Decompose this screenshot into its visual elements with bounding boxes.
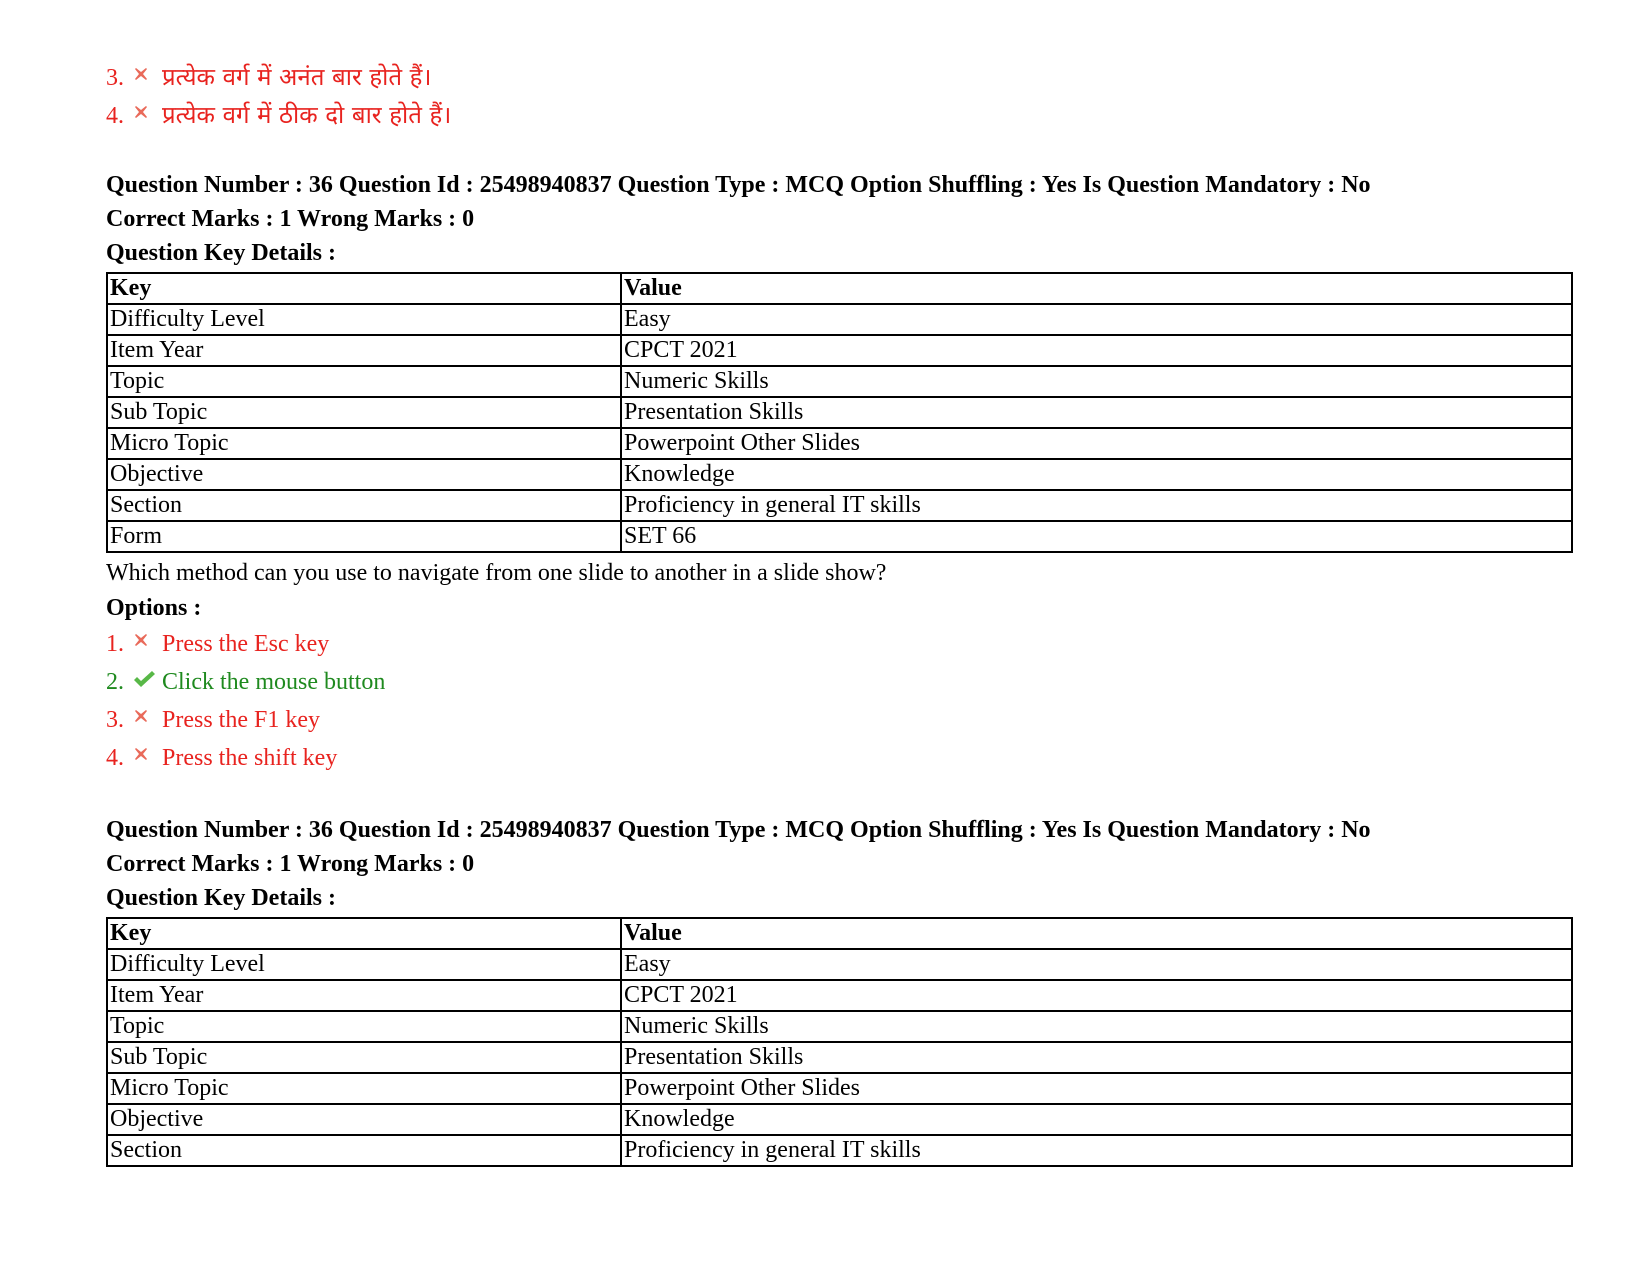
question-block xyxy=(106,813,1576,1179)
table-row xyxy=(107,459,1572,490)
table-cell-key: Item Year xyxy=(107,335,621,366)
table-cell-value: Proficiency in general IT skills xyxy=(621,490,1572,521)
marks-line: Correct Marks : 1 Wrong Marks : 0 xyxy=(106,851,475,877)
table-cell-value: SET 66 xyxy=(621,521,1572,552)
table-row xyxy=(107,1135,1572,1166)
options-label: Options : xyxy=(106,595,202,621)
option-number: 1. xyxy=(106,631,124,657)
previous-question-options xyxy=(106,58,1576,134)
options-list xyxy=(106,625,1576,777)
option-text: Press the shift key xyxy=(162,745,338,771)
table-row xyxy=(107,335,1572,366)
table-cell-key: Topic xyxy=(107,366,621,397)
table-cell-key: Difficulty Level xyxy=(107,949,621,980)
table-row xyxy=(107,428,1572,459)
option-item xyxy=(106,701,1576,739)
option-text: Click the mouse button xyxy=(162,669,386,695)
table-cell-key: Micro Topic xyxy=(107,1073,621,1104)
table-cell-key: Form xyxy=(107,521,621,552)
table-cell-key: Item Year xyxy=(107,980,621,1011)
option-text: Press the Esc key xyxy=(162,631,330,657)
question-meta-line: Question Number : 36 Question Id : 25498940837 Question Type : MCQ Option Shuffling : Yes Is Question Mandatory : No xyxy=(106,817,1371,843)
option-number: 4. xyxy=(106,745,124,771)
table-cell-key: Objective xyxy=(107,459,621,490)
table-header-value: Value xyxy=(621,918,1572,949)
question-text: Which method can you use to navigate from one slide to another in a slide show? xyxy=(106,560,887,586)
question-key-table xyxy=(106,917,1573,1167)
table-row xyxy=(107,366,1572,397)
table-row xyxy=(107,949,1572,980)
option-text: Press the F1 key xyxy=(162,707,320,733)
option-item xyxy=(106,625,1576,663)
option-item-correct xyxy=(106,663,1576,701)
table-cell-key: Micro Topic xyxy=(107,428,621,459)
table-cell-value: Proficiency in general IT skills xyxy=(621,1135,1572,1166)
table-header-key: Key xyxy=(107,273,621,304)
option-number: 3. xyxy=(106,707,124,733)
table-header-row xyxy=(107,273,1572,304)
table-row xyxy=(107,1073,1572,1104)
table-cell-value: Presentation Skills xyxy=(621,397,1572,428)
table-cell-key: Objective xyxy=(107,1104,621,1135)
table-clip xyxy=(106,915,1576,1179)
table-cell-key: Section xyxy=(107,490,621,521)
option-item xyxy=(106,739,1576,777)
table-cell-value: Knowledge xyxy=(621,459,1572,490)
table-cell-value: Numeric Skills xyxy=(621,1011,1572,1042)
table-row xyxy=(107,490,1572,521)
table-header-value: Value xyxy=(621,273,1572,304)
table-cell-value: Knowledge xyxy=(621,1104,1572,1135)
table-cell-value: Easy xyxy=(621,949,1572,980)
table-cell-value: Powerpoint Other Slides xyxy=(621,428,1572,459)
table-cell-value: Presentation Skills xyxy=(621,1042,1572,1073)
table-cell-key: Difficulty Level xyxy=(107,304,621,335)
marks-line: Correct Marks : 1 Wrong Marks : 0 xyxy=(106,206,475,232)
option-text: प्रत्येक वर्ग में ठीक दो बार होते हैं। xyxy=(162,101,452,129)
question-key-table xyxy=(106,272,1573,553)
table-row xyxy=(107,1011,1572,1042)
table-row xyxy=(107,521,1572,552)
table-cell-value: Powerpoint Other Slides xyxy=(621,1073,1572,1104)
option-text: प्रत्येक वर्ग में अनंत बार होते हैं। xyxy=(162,63,432,91)
option-item xyxy=(106,58,1576,96)
answer-key-page xyxy=(106,58,1576,1179)
table-cell-value: CPCT 2021 xyxy=(621,980,1572,1011)
key-details-label: Question Key Details : xyxy=(106,885,336,911)
question-block xyxy=(106,168,1576,777)
table-cell-key: Section xyxy=(107,1135,621,1166)
table-cell-value: CPCT 2021 xyxy=(621,335,1572,366)
table-row xyxy=(107,980,1572,1011)
question-meta-line: Question Number : 36 Question Id : 25498940837 Question Type : MCQ Option Shuffling : Yes Is Question Mandatory : No xyxy=(106,172,1371,198)
table-cell-value: Easy xyxy=(621,304,1572,335)
option-number: 3. xyxy=(106,65,124,91)
table-cell-key: Topic xyxy=(107,1011,621,1042)
key-details-label: Question Key Details : xyxy=(106,240,336,266)
option-number: 2. xyxy=(106,669,124,695)
table-cell-key: Sub Topic xyxy=(107,1042,621,1073)
table-cell-key: Sub Topic xyxy=(107,397,621,428)
table-cell-value: Numeric Skills xyxy=(621,366,1572,397)
table-header-row xyxy=(107,918,1572,949)
table-row xyxy=(107,1042,1572,1073)
table-row xyxy=(107,1104,1572,1135)
table-header-key: Key xyxy=(107,918,621,949)
option-number: 4. xyxy=(106,103,124,129)
option-item xyxy=(106,96,1576,134)
table-row xyxy=(107,304,1572,335)
table-row xyxy=(107,397,1572,428)
